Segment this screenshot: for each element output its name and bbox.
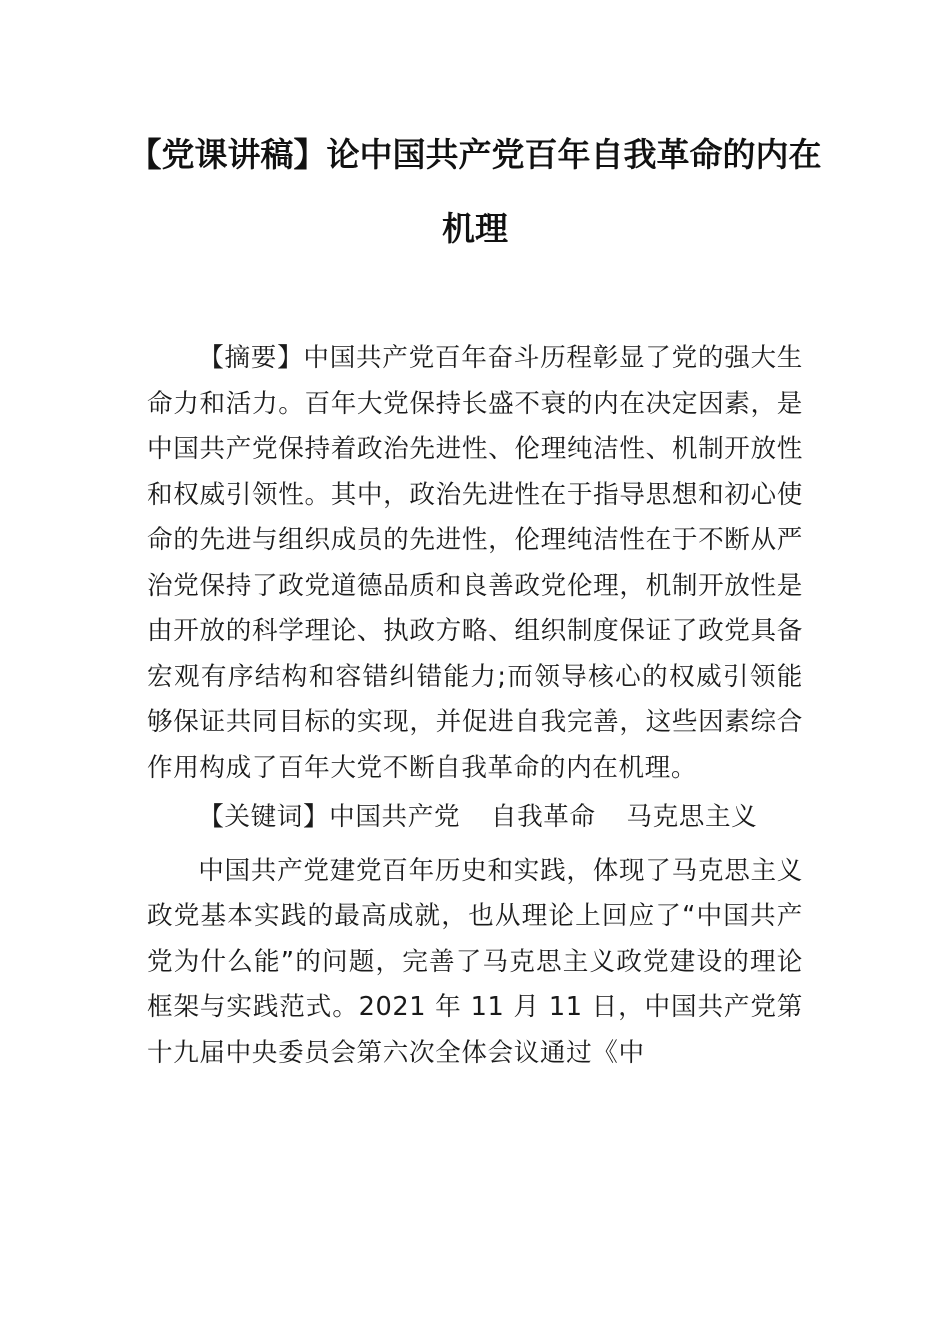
abstract-paragraph xyxy=(147,336,803,791)
body-paragraph: 中国共产党建党百年历史和实践，体现了马克思主义政党基本实践的最高成就，也从理论上回应了“中国共产党为什么能”的问题，完善了马克思主义政党建设的理论框架与实践范式。2021 年 11 月 11 日，中国共产党第十九届中央委员会第六次全体会议通过《中 xyxy=(147,855,803,1068)
abstract-text: 中国共产党百年奋斗历程彰显了党的强大生命力和活力。百年大党保持长盛不衰的内在决定因素，是中国共产党保持着政治先进性、伦理纯洁性、机制开放性和权威引领性。其中，政治先进性在于指导思想和初心使命的先进与组织成员的先进性，伦理纯洁性在于不断从严治党保持了政党道德品质和良善政党伦理，机制开放性是由开放的科学理论、执政方略、组织制度保证了政党具备宏观有序结构和容错纠错能力;而领导核心的权威引领能够保证共同目标的实现，并促进自我完善，这些因素综合作用构成了百年大党不断自我革命的内在机理。 xyxy=(147,343,803,783)
keywords-paragraph xyxy=(147,795,803,841)
keyword-item: 马克思主义 xyxy=(626,802,758,832)
document-title: 【党课讲稿】论中国共产党百年自我革命的内在机理 xyxy=(128,135,822,248)
abstract-label: 【摘要】 xyxy=(198,343,304,373)
keyword-item: 中国共产党 xyxy=(329,802,461,832)
keywords-label: 【关键词】 xyxy=(198,802,330,832)
keyword-item: 自我革命 xyxy=(490,802,596,832)
document-body xyxy=(147,336,803,1076)
